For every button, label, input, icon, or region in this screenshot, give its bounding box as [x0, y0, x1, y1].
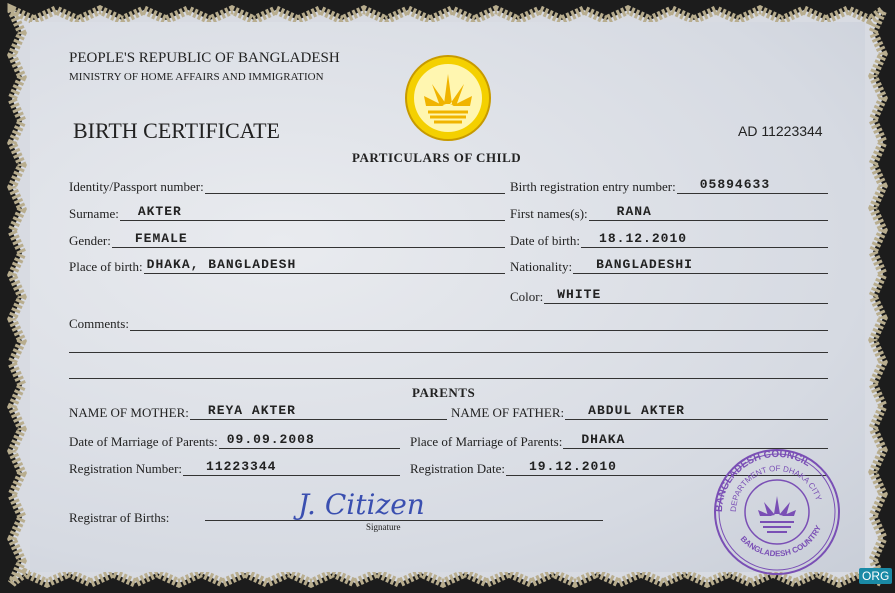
color-line — [544, 303, 828, 304]
svg-text:BANGLADESH COUNTRY: BANGLADESH COUNTRY — [738, 523, 824, 559]
national-emblem-icon — [404, 54, 492, 142]
registration-number-value: 11223344 — [206, 459, 277, 474]
date-of-birth-line — [581, 247, 828, 248]
date-of-birth-label: Date of birth: — [510, 233, 581, 248]
father-name-value: ABDUL AKTER — [588, 403, 685, 418]
father-name-label: NAME OF FATHER: — [451, 405, 565, 420]
svg-text:BANGLADESH COUNCIL: BANGLADESH COUNCIL — [713, 448, 813, 513]
surname-value: AKTER — [137, 204, 182, 219]
particulars-heading: PARTICULARS OF CHILD — [352, 150, 522, 165]
father-name-line — [565, 419, 828, 420]
surname-label: Surname: — [69, 206, 119, 221]
identity-line — [205, 193, 505, 194]
surname-line — [120, 220, 505, 221]
registration-date-label: Registration Date: — [410, 461, 505, 476]
color-label: Color: — [510, 289, 544, 304]
signature-caption: Signature — [366, 522, 401, 532]
first-names-value: RANA — [616, 204, 652, 219]
signature: J. Citizen — [298, 488, 425, 521]
place-of-birth-label: Place of birth: — [69, 259, 143, 274]
entry-number-line — [677, 193, 828, 194]
comments-label: Comments: — [69, 316, 129, 331]
registration-number-line — [183, 475, 400, 476]
nationality-line — [573, 273, 828, 274]
marriage-place-label: Place of Marriage of Parents: — [410, 434, 563, 449]
ministry-heading: MINISTRY OF HOME AFFAIRS AND IMMIGRATION — [69, 71, 324, 83]
official-stamp-icon — [708, 448, 846, 576]
marriage-date-label: Date of Marriage of Parents: — [69, 434, 218, 449]
svg-text:DEPARTMENT OF DHAKA CITY: DEPARTMENT OF DHAKA CITY — [728, 463, 824, 513]
nationality-label: Nationality: — [510, 259, 573, 274]
mother-name-value: REYA AKTER — [207, 403, 296, 418]
comments-line-3 — [69, 378, 828, 379]
date-of-birth-value: 18.12.2010 — [599, 231, 688, 246]
marriage-date-line — [219, 448, 400, 449]
certificate-title: BIRTH CERTIFICATE — [73, 118, 280, 143]
gender-line — [112, 247, 505, 248]
place-of-birth-line — [144, 273, 505, 274]
mother-name-label: NAME OF MOTHER: — [69, 405, 189, 420]
nationality-value: BANGLADESHI — [596, 257, 693, 272]
entry-number-label: Birth registration entry number: — [510, 179, 676, 194]
comments-line-2 — [69, 352, 828, 353]
serial-number: AD 11223344 — [738, 123, 823, 139]
comments-line — [130, 330, 828, 331]
marriage-place-value: DHAKA — [581, 432, 626, 447]
marriage-date-value: 09.09.2008 — [226, 432, 315, 447]
first-names-label: First names(s): — [510, 206, 588, 221]
registration-number-label: Registration Number: — [69, 461, 183, 476]
first-names-line — [589, 220, 828, 221]
registration-date-value: 19.12.2010 — [528, 459, 617, 474]
gender-value: FEMALE — [134, 231, 188, 246]
watermark-badge: ORG — [859, 568, 892, 584]
color-value: WHITE — [557, 287, 602, 302]
entry-number-value: 05894633 — [699, 177, 771, 192]
parents-heading: PARENTS — [412, 385, 476, 400]
place-of-birth-value: DHAKA, BANGLADESH — [146, 257, 297, 272]
mother-name-line — [190, 419, 447, 420]
country-heading: PEOPLE'S REPUBLIC OF BANGLADESH — [69, 50, 340, 66]
gender-label: Gender: — [69, 233, 111, 248]
identity-label: Identity/Passport number: — [69, 179, 204, 194]
registrar-label: Registrar of Births: — [69, 510, 170, 525]
